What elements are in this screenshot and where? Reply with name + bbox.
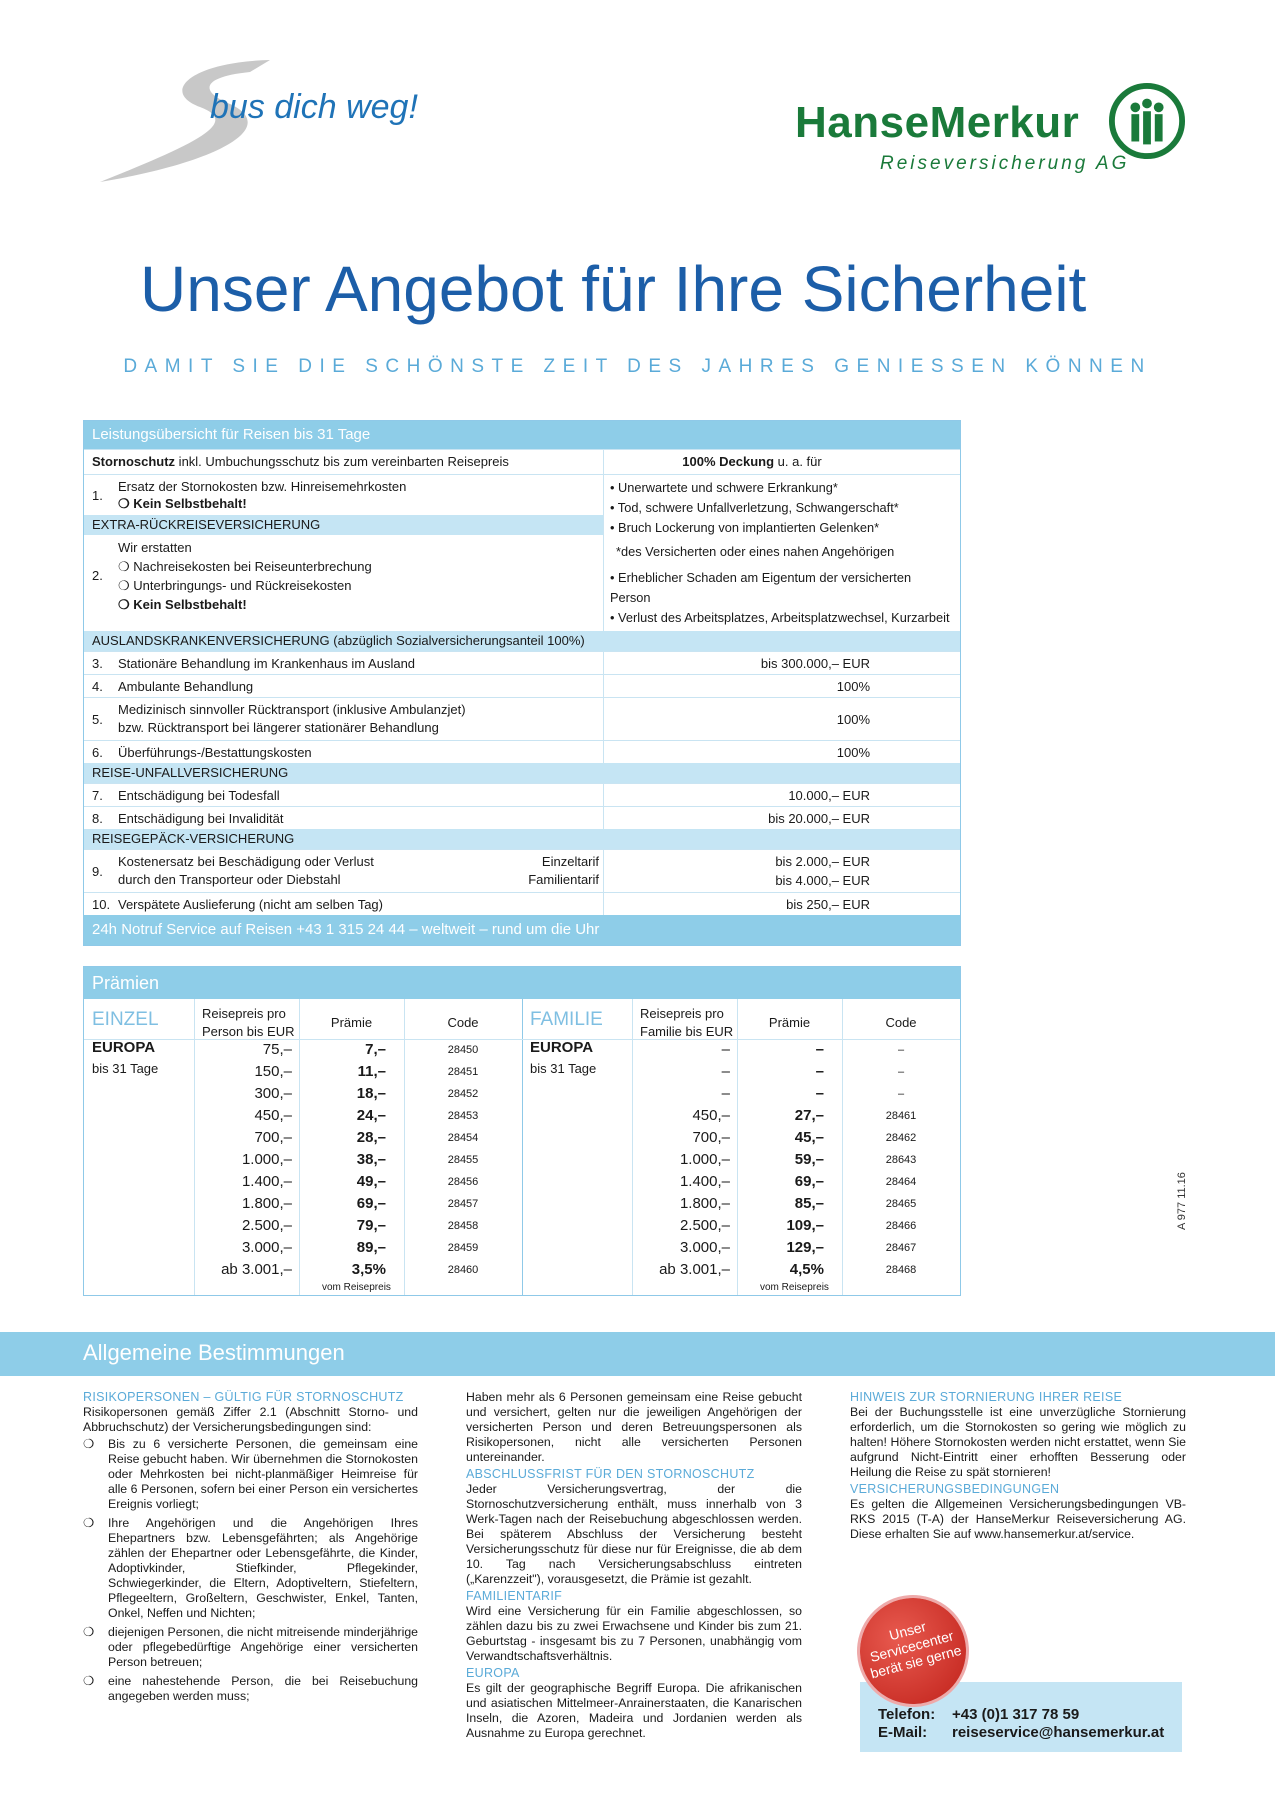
insurer-name: HanseMerkur (795, 98, 1080, 147)
bullet-item: ❍ Ihre Angehörigen und die Angehörigen Ihres Ehepartners bzw. Lebensgefährten; als Angehörige zählen der Ehepartner oder Lebensgefährte, die Kinder, Adoptivkinder, Stiefkinder, Pflegekinder, Schwiegerkinder, die Eltern, Adoptiveltern, Stiefeltern, Pflegeeltern, Großeltern, Geschwister, Enkel, Tanten, Onkel, Neffen und Nichten; (83, 1516, 418, 1620)
section-heading: VERSICHERUNGSBEDINGUNGEN (850, 1482, 1060, 1496)
premium-row (522, 1061, 960, 1083)
bullet-item: ❍ eine nahestehende Person, die bei Reisebuchung angegeben werden muss; (83, 1674, 418, 1703)
premium-row (522, 1149, 960, 1171)
item2-line2: ❍ Nachreisekosten bei Reiseunterbrechung (118, 559, 372, 574)
item-value: 100% (836, 711, 870, 727)
item-value: bis 250,– EUR (786, 896, 870, 912)
item2-line3: ❍ Unterbringungs- und Rückreisekosten (118, 578, 352, 593)
item-desc: Ambulante Behandlung (114, 675, 604, 697)
premium-row (84, 1083, 522, 1105)
row-premium: 27,– (794, 1107, 824, 1124)
item-number: 7. (92, 787, 103, 803)
premium-row (84, 1039, 522, 1061)
row-code: 28456 (447, 1176, 479, 1188)
premium-note: vom Reisepreis (760, 1282, 829, 1293)
premium-row (84, 1237, 522, 1259)
item-value: 100% (836, 678, 870, 694)
group-label: EINZEL (92, 1009, 159, 1030)
row-premium: 11,– (357, 1063, 386, 1080)
item-number: 1. (92, 487, 103, 503)
row-price: 700,– (254, 1129, 292, 1146)
premium-row (522, 1259, 960, 1281)
reason-note: *des Versicherten oder eines nahen Angehörigen (616, 544, 895, 559)
row-price: – (721, 1085, 730, 1102)
col-header-code: Code (447, 1015, 479, 1030)
reason-item: • Verlust des Arbeitsplatzes, Arbeitsplatzwechsel, Kurzarbeit (610, 610, 950, 625)
row-price: 1.000,– (679, 1151, 730, 1168)
row-premium: 49,– (356, 1173, 386, 1190)
row-price: 1.800,– (679, 1195, 730, 1212)
premium-row (522, 1237, 960, 1259)
row-price: 150,– (254, 1063, 292, 1080)
row-price: 1.400,– (241, 1173, 292, 1190)
item-desc: Entschädigung bei Todesfall (114, 784, 604, 806)
general-title: Allgemeine Bestimmungen (83, 1340, 345, 1365)
premium-note: vom Reisepreis (322, 1282, 391, 1293)
region-label: EUROPA (530, 1039, 594, 1056)
overview-header: Leistungsübersicht für Reisen bis 31 Tage (84, 421, 960, 449)
email-address[interactable]: reiseservice@hansemerkur.at (952, 1724, 1165, 1741)
row-premium: 129,– (786, 1239, 824, 1256)
email-label: E-Mail: (878, 1724, 928, 1741)
row-premium: 4,5% (789, 1261, 824, 1278)
paragraph: Risikopersonen gemäß Ziffer 2.1 (Abschnitt Storno- und Abbruchschutz) der Versicherungsbedingungen sind: (83, 1405, 418, 1434)
row-premium: 85,– (794, 1195, 824, 1212)
row-code: 28454 (447, 1132, 479, 1144)
row-premium: 69,– (356, 1195, 386, 1212)
section-heading: RISIKOPERSONEN – GÜLTIG FÜR STORNOSCHUTZ (83, 1390, 404, 1404)
item2-line4: ❍ Kein Selbstbehalt! (118, 597, 247, 612)
item1-line1: Ersatz der Stornokosten bzw. Hinreisemehrkosten (118, 479, 407, 494)
row-price: 2.500,– (241, 1217, 292, 1234)
reason-item: • Tod, schwere Unfallverletzung, Schwangerschaft* (610, 500, 899, 515)
phone-label: Telefon: (878, 1706, 936, 1723)
row-price: 1.800,– (241, 1195, 292, 1212)
row-price: 700,– (692, 1129, 730, 1146)
premium-header: Prämien (84, 967, 960, 999)
row-price: 2.500,– (679, 1217, 730, 1234)
col-header-price: Reisepreis pro Person bis EUR (202, 1006, 295, 1039)
premium-row (84, 1171, 522, 1193)
paragraph: Bei der Buchungsstelle ist eine unverzügliche Stornierung erforderlich, um die Stornokosten so gering wie möglich zu halten! Höhere Stornokosten werden nicht erstattet, wenn Sie aufgrund Nicht-Eintritt einer erhofften Besserung oder Heilung die Reise zu spät stornieren! (850, 1405, 1186, 1479)
row-premium: 59,– (794, 1151, 824, 1168)
bullet-item: ❍ Bis zu 6 versicherte Personen, die gemeinsam eine Reise gebucht haben. Wir übernehmen die Stornokosten oder Mehrkosten bei nicht-planmäßiger Heimreise für alle 6 Personen, sofern bei einer Person ein versichertes Ereignis vorliegt; (83, 1437, 418, 1511)
row-price: ab 3.001,– (659, 1261, 730, 1278)
row-premium: 38,– (356, 1151, 386, 1168)
row-code: 28460 (447, 1264, 479, 1276)
premium-row (522, 1127, 960, 1149)
premium-table (83, 966, 961, 1296)
paragraph: Es gelten die Allgemeinen Versicherungsbedingungen VB-RKS 2015 (T-A) der HanseMerkur Reiseversicherung AG. Diese erhalten Sie auf www.hansemerkur.at/service. (850, 1497, 1186, 1541)
row-code: 28455 (447, 1154, 479, 1166)
row-price: 450,– (254, 1107, 292, 1124)
row-code: 28467 (885, 1242, 917, 1254)
page-subtitle: DAMIT SIE DIE SCHÖNSTE ZEIT DES JAHRES GENIESSEN KÖNNEN (123, 356, 1152, 377)
item-number: 8. (92, 810, 103, 826)
coverage-lead: 100% Deckung u. a. für (682, 454, 822, 469)
paragraph: Jeder Versicherungsvertrag, der die Stornoschutzversicherung enthält, muss innerhalb von 3 Werk-Tagen nach der Reisebuchung abgeschlossen werden. Bei späterem Abschluss der Versicherung besteht Versicherungsschutz für diese nur für Ereignisse, die ab dem 10. Tag nach Versicherungsabschluss eintreten („Karenzzeit"), vorausgesetzt, die Prämie ist gezahlt. (466, 1482, 802, 1586)
premium-row (522, 1083, 960, 1105)
row-code: 28450 (447, 1044, 479, 1056)
item-value: bis 2.000,– EUR bis 4.000,– EUR (775, 854, 870, 888)
premium-row (84, 1061, 522, 1083)
row-premium: 69,– (794, 1173, 824, 1190)
item-desc: Kostenersatz bei Beschädigung oder Verlust durch den Transporteur oder Diebstahl Einzeltarif Familientarif (114, 850, 604, 892)
item-number: 5. (92, 711, 103, 727)
item-number: 10. (92, 896, 111, 912)
row-premium: 3,5% (351, 1261, 386, 1278)
group-label: FAMILIE (530, 1009, 603, 1030)
general-column-3 (850, 1390, 1186, 1544)
section-kranken: AUSLANDSKRANKENVERSICHERUNG (abzüglich Sozialversicherungsanteil 100%) (84, 631, 960, 651)
section-extra: EXTRA-RÜCKREISEVERSICHERUNG (84, 515, 603, 535)
row-premium: 79,– (356, 1217, 386, 1234)
item-number: 3. (92, 655, 103, 671)
item-value: bis 20.000,– EUR (768, 810, 870, 826)
paragraph: Wird eine Versicherung für ein Familie abgeschlossen, so zählen dazu bis zu zwei Erwachsene und Kinder bis zum 21. Geburtstag - insgesamt bis zu 7 Personen, unabhängig vom Verwandtschaftsverhältnis. (466, 1604, 802, 1663)
duration-label: bis 31 Tage (530, 1061, 597, 1076)
document-code: A 977 11.16 (1176, 1172, 1188, 1230)
general-column-1 (83, 1390, 418, 1708)
premium-row (84, 1193, 522, 1215)
row-price: 75,– (262, 1041, 292, 1058)
item-number: 6. (92, 744, 103, 760)
reason-item: • Bruch Lockerung von implantierten Gelenken* (610, 520, 880, 535)
row-price: 3.000,– (241, 1239, 292, 1256)
row-code: 28466 (885, 1220, 917, 1232)
item-desc: Medizinisch sinnvoller Rücktransport (inklusive Ambulanzjet) bzw. Rücktransport bei längerer stationärer Behandlung (114, 698, 604, 740)
row-code: 28643 (885, 1154, 917, 1166)
section-gepaeck: REISEGEPÄCK-VERSICHERUNG (84, 829, 960, 849)
item-number: 4. (92, 678, 103, 694)
row-code: 28461 (885, 1110, 917, 1122)
premium-row (522, 1193, 960, 1215)
row-price: – (721, 1041, 730, 1058)
row-price: ab 3.001,– (221, 1261, 292, 1278)
service-badge: Unser Servicecenter berät sie gerne (848, 1586, 978, 1716)
insurer-subtitle: Reiseversicherung AG (880, 153, 1130, 174)
row-premium: 89,– (356, 1239, 386, 1256)
row-price: 1.400,– (679, 1173, 730, 1190)
premium-row (84, 1259, 522, 1281)
row-premium: 109,– (786, 1217, 824, 1234)
section-heading: EUROPA (466, 1666, 520, 1680)
premium-row (84, 1127, 522, 1149)
phone-number[interactable]: +43 (0)1 317 78 59 (952, 1706, 1080, 1723)
row-price: 3.000,– (679, 1239, 730, 1256)
row-premium: – (815, 1063, 824, 1080)
row-code: 28464 (885, 1176, 917, 1188)
bus-slogan: bus dich weg! (210, 88, 418, 126)
row-price: 1.000,– (241, 1151, 292, 1168)
item-desc: Stationäre Behandlung im Krankenhaus im Ausland (114, 652, 604, 674)
storno-lead: Stornoschutz inkl. Umbuchungsschutz bis zum vereinbarten Reisepreis (84, 450, 604, 474)
row-premium: 28,– (356, 1129, 386, 1146)
row-code: 28458 (447, 1220, 479, 1232)
row-premium: – (815, 1041, 824, 1058)
row-code: 28468 (885, 1264, 917, 1276)
paragraph: Es gilt der geographische Begriff Europa. Die afrikanischen und asiatischen Mittelmeer-Anrainerstaaten, die Kanarischen Inseln, die Azoren, Madeira und Jordanien werden als Ausnahme zu Europa gerechnet. (466, 1681, 802, 1740)
premium-row (522, 1171, 960, 1193)
row-price: – (721, 1063, 730, 1080)
premium-row (522, 1039, 960, 1061)
row-premium: 18,– (356, 1085, 386, 1102)
item2-line1: Wir erstatten (118, 540, 192, 555)
col-header-premium: Prämie (330, 1015, 373, 1030)
overview-table (83, 420, 961, 946)
item-value: 100% (836, 744, 870, 760)
row-premium: – (815, 1085, 824, 1102)
col-header-price: Reisepreis pro Familie bis EUR (640, 1006, 734, 1039)
premium-row (522, 1105, 960, 1127)
duration-label: bis 31 Tage (92, 1061, 159, 1076)
row-code: – (897, 1044, 905, 1056)
section-heading: HINWEIS ZUR STORNIERUNG IHRER REISE (850, 1390, 1123, 1404)
col-header-code: Code (885, 1015, 917, 1030)
item-desc: Entschädigung bei Invalidität (114, 807, 604, 829)
row-premium: 7,– (365, 1041, 386, 1058)
col-header-premium: Prämie (768, 1015, 811, 1030)
premium-row (522, 1215, 960, 1237)
paragraph: Haben mehr als 6 Personen gemeinsam eine Reise gebucht und versichert, gelten nur die jeweiligen Angehörigen der versicherten Person und deren Betreuungspersonen als Risikopersonen, nicht alle versicherten Personen untereinander. (466, 1390, 802, 1464)
row-code: 28457 (447, 1198, 479, 1210)
item-number: 9. (92, 863, 103, 879)
item-value: bis 300.000,– EUR (760, 655, 870, 671)
row-price: 300,– (254, 1085, 292, 1102)
row-code: 28465 (885, 1198, 917, 1210)
item1-line2: ❍ Kein Selbstbehalt! (118, 496, 247, 511)
reason-item: • Erheblicher Schaden am Eigentum der versicherten Person (610, 570, 912, 605)
reason-item: • Unerwartete und schwere Erkrankung* (610, 480, 838, 495)
item-number: 2. (92, 567, 103, 583)
premium-einzel (84, 999, 522, 1295)
premium-row (84, 1105, 522, 1127)
item-value: 10.000,– EUR (788, 787, 870, 803)
section-heading: FAMILIENTARIF (466, 1589, 563, 1603)
item-desc: Überführungs-/Bestattungskosten (114, 741, 604, 763)
section-unfall: REISE-UNFALLVERSICHERUNG (84, 763, 960, 783)
row-code: 28459 (447, 1242, 479, 1254)
premium-familie (522, 999, 960, 1295)
item-desc: Verspätete Auslieferung (nicht am selben Tag) (114, 893, 604, 915)
row-price: 450,– (692, 1107, 730, 1124)
region-label: EUROPA (92, 1039, 156, 1056)
premium-row (84, 1215, 522, 1237)
page-title: Unser Angebot für Ihre Sicherheit (140, 253, 1087, 325)
premium-row (84, 1149, 522, 1171)
section-heading: ABSCHLUSSFRIST FÜR DEN STORNOSCHUTZ (466, 1467, 755, 1481)
row-premium: 45,– (794, 1129, 824, 1146)
row-code: 28453 (447, 1110, 479, 1122)
row-code: – (897, 1088, 905, 1100)
emergency-footer: 24h Notruf Service auf Reisen +43 1 315 24 44 – weltweit – rund um die Uhr (84, 915, 960, 945)
bullet-item: ❍ diejenigen Personen, die nicht mitreisende minderjährige oder pflegebedürftige Angehörige einer versicherten Person betreuen; (83, 1625, 418, 1669)
row-code: 28451 (447, 1066, 479, 1078)
row-premium: 24,– (356, 1107, 386, 1124)
hansemerkur-emblem-icon (1108, 82, 1186, 160)
coverage-reasons (604, 475, 960, 631)
row-code: 28452 (447, 1088, 479, 1100)
row-code: 28462 (885, 1132, 917, 1144)
general-column-2 (466, 1390, 802, 1743)
row-code: – (897, 1066, 905, 1078)
